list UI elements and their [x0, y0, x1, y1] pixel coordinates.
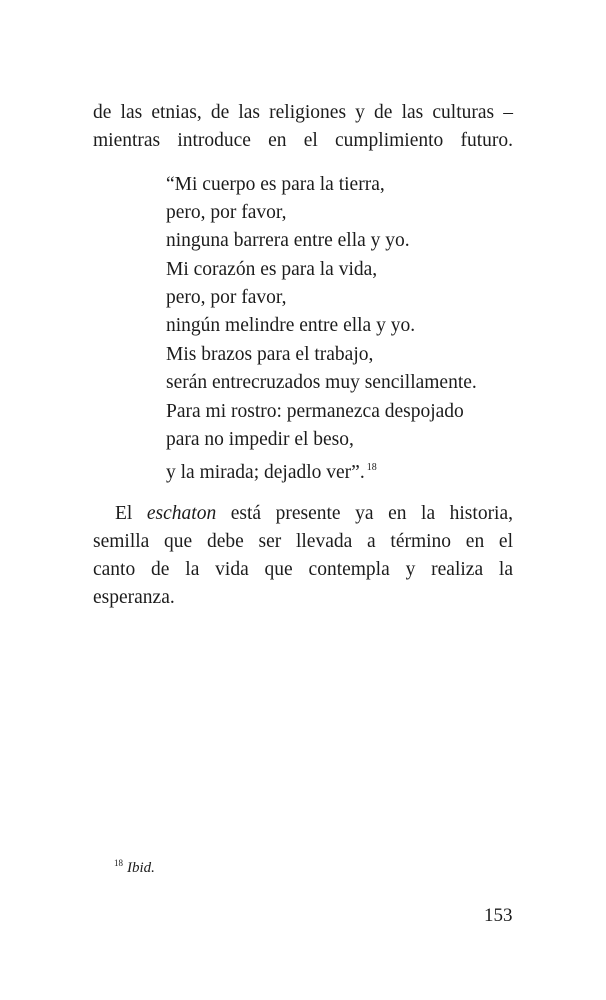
poem-line: ningún melindre entre ella y yo.: [166, 315, 416, 336]
poem-line-text: y la mirada; dejadlo ver”.: [166, 462, 365, 483]
intro-line-1: de las etnias, de las religiones y de las culturas –: [93, 102, 513, 123]
poem-line: “Mi cuerpo es para la tierra,: [166, 174, 385, 195]
poem-stanza-4: [166, 398, 526, 487]
poem-line: serán entrecruzados muy sencillamente.: [166, 372, 477, 393]
page-number: 153: [484, 905, 513, 926]
footnote-reference[interactable]: 18: [366, 462, 377, 473]
poem-line: para no impedir el beso,: [166, 429, 354, 450]
closing-line-2: semilla que debe ser llevada a término en el: [93, 531, 513, 552]
poem-stanza-2: [166, 256, 526, 340]
closing-line-1: [93, 500, 513, 528]
poem-line: Para mi rostro: permanezca despojado: [166, 401, 464, 422]
closing-paragraph: [93, 500, 513, 612]
intro-paragraph: [93, 99, 513, 155]
closing-word-el: El: [115, 503, 133, 524]
closing-line-3: canto de la vida que contempla y realiza la: [93, 559, 513, 580]
italic-term: eschaton: [146, 503, 217, 524]
poem-line-last: [166, 454, 526, 487]
footnote-text: Ibid.: [127, 860, 155, 876]
poem-stanza-1: [166, 171, 526, 255]
closing-line-4: esperanza.: [93, 587, 175, 608]
poem-line: pero, por favor,: [166, 287, 287, 308]
intro-line-2: mientras introduce en el cumplimiento futuro.: [93, 130, 513, 151]
poem-line: ninguna barrera entre ella y yo.: [166, 230, 410, 251]
poem-stanza-3: [166, 341, 526, 397]
poem-line: Mi corazón es para la vida,: [166, 259, 378, 280]
poem-line: pero, por favor,: [166, 202, 287, 223]
poem-line: Mis brazos para el trabajo,: [166, 344, 374, 365]
footnote: [114, 853, 155, 878]
footnote-mark: 18: [114, 858, 123, 868]
closing-line-1-rest: está presente ya en la historia,: [230, 503, 514, 524]
